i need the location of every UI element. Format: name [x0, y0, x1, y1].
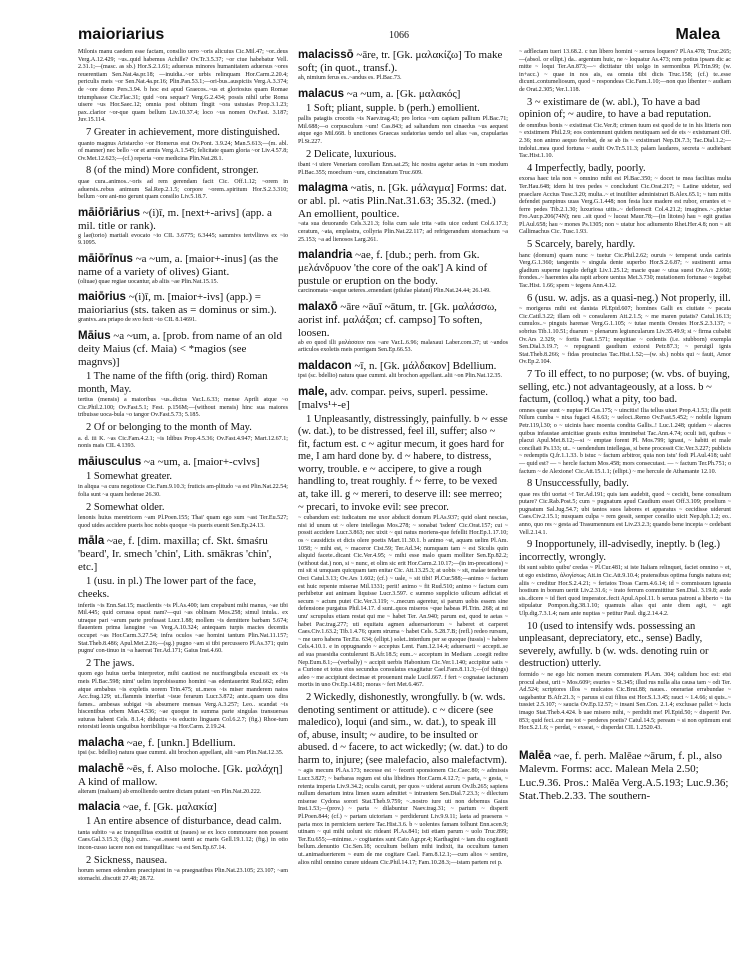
sense-4: 4 Imperfectly, badly, poorly. — [527, 162, 646, 174]
page-number: 1066 — [389, 30, 409, 41]
sense-1: 1 Somewhat greater. — [86, 470, 173, 482]
headword: malacissō — [298, 49, 354, 61]
sense-8: 8 (of the mind) More confident, stronger. — [86, 165, 259, 177]
column-right — [519, 49, 731, 804]
entry-quotation: carcinomata ~asque ueteres..emendant (pilulae platani) Plin.Nat.24.44; 26.149. — [298, 288, 491, 295]
sense-5: 5 Scarcely, barely, hardly. — [527, 239, 636, 251]
headword: malaxō — [298, 300, 338, 313]
sense-1-quotation: pallis patagiis crocotis ~is Naev.trag.43; pro lorica ~um capiam pallium Pl.Bac.71; Mil.688;—o corpusculum ~um! Cas.843; ad saltandum non cinaedus ~us aequest atque ego Mil.668. b unctiones Graecas sudatorias uendo uel alias ~as, crapularias Pl.St.227. — [298, 116, 508, 145]
sense-9: 9 Inopportunely, ill-advisedly, ineptly. b (leg.) incorrectly, wrongly. — [519, 539, 721, 563]
sense-2: 2 Somewhat older. — [86, 501, 165, 513]
sense-1-quotation: in aliqua ~a cura negotioue Cic.Fam.9.10.3; fruticis am-plitudo ~a est Plin.Nat.22.54; folia sunt ~a quam hederae 26.30. — [78, 484, 288, 498]
entry-quotation: ipsi (sc. bdellio) natura quae cummi. alii brochon appellant..alii ~on Plin.Nat.12.35. — [298, 372, 503, 379]
entry-malea — [519, 750, 731, 804]
sense-2-quotation: horum semen edendum praecipiunt in ~a praegnatibus Plin.Nat.23.105; 23.107; ~am stomachi..discutit 27.48; 28.72. — [78, 868, 288, 882]
entry-male — [298, 386, 508, 868]
sense-1: 1 Unpleasantly, distressingly, painfully. b ~ esse (w. dat.), to be distressed, feel ill, suffer; also ~ fit, factum est. c ~ agitur mecum, it goes hard for me, I am hard done by. d ~ habere, to distress, worry, trouble. e ~ accipere, to give a rough handling to, treat roughly. f ~ ferre, to be vexed at, take ill. g ~ mereri, to deserve ill: see merreo; ~ precari, to invoke evil: see precor. — [298, 413, 508, 513]
sense-1-quotation: ~ cubandum est: iudicatum me uxor abducit domum Pl.As.937; quid olant nescias, nisi id unum ut ~ olere intellegas Mos.278; ~ sonabat 'isdem' Cic.Orat.157; cui ~ possit accidere Lucr.3.863; nec uixit ~ qui natus moriens-que fefellit Hor.Ep.1.17.10; os ~ causidicis et dicis olere poetis Mart.11.30.1. b animo ~st, aquam uelim Pl.Am. 1058; ~ mihi est, ~ maceror Cist.59; Ter.Ad.34; numquam tam ~ est Siculis quin aliquid facete..dicant Cic.Ver.4.95; ~ mihi esse malo quam molliter Sen.Ep.82.2; (without dat.) non, si ~ nunc, et olim sic erit Hor.Carm.2.10.17;—(in im-precations) ~ mi sit si umquam quicquam tam enitar Cic. Att.13.25.3; at uobis ~ sit, malae tenebrae Orci Catul.3.13; Ov.Ars 1.602; (cf.) ~ uale, ~ sit tibi! Pl.Cur.588;—animo ~ factum est huic repente miserae Mil.1331; perii! animo ~ fit Rud.510; animo ~ factum cum perhibetur aut animam liquisse Lucr.3.597. c summo supplicio uilicum adficiat et secum ~ actum putet Cic.Ver.3.119; ~..mecum ageretur, si parum uobis essem sine defensione purgatus Phil.14.17. d sunt..quos miseros ~que habeas Pl.Trin. 268; at mi unu' scrupulus etiam restat qui me ~ habet Ter. An.940; parum est, quod te aetas ~ habet Pac.trag.277; uti equitatu agmen aduersariorum ~ haberet et carperet Caes.Civ.1.63.2; Tib.1.4.76; quem struma ~ habet Cels. 5.28.7.B; (refl.) redeo rursum, ~ me uero habens Ter.Eu. 634; (ellipt.) solet..interdum per se quoque (tussis) ~ habere Cels.4.10.1. e in oppugnando ~ acceptus Lent. Fam.12.14.4; aduersarii ~ accepti..se ad sua praesidia contulerunt B.Afr.18.5; eum..~ acceptum in Mediam ..coegit redire Nep.Eum.8.1;—(verbally) ~ accipit uerbis Habonium Cic.Ver.1.140; accipitur satis ~ a Curione et totus eius secundus consulatus exagitatur Cael.Fam.8.11.3;—(of things) adeo ~ me accipiunt decimae et prouenunt male Lucil.667. f fert ~ cognatae iacturam mortis in uno Ov.Ep.14.81; moras ~ fert Met.6.467. — [298, 515, 508, 689]
column-left — [78, 49, 288, 885]
sense-2-quotation: quom ego huius uerba interpretor, mihi cautiost ne nucifrangibula excussit ex ~is meis Pl.Bac.598; nimi' uelim inprobissumo homini ~as edentauerint Rud.662; edim atque ambabus ~is expletis uorem Trin.475; ut..meos ~is miser manderem natos Acc.frag.129; ut..flammis interfiat ~isue ferarum Lucr.3.872; ante..quam uos dira fames.. ambesas subigat ~is absumere mensas Verg.A.3.257; Leo.. scandat ~is hiscentibus orbem Man.4.536; ~ae quoque in summa parte singulas transuersas suturas habent Cels. 8.1.4; diductis ~is educito linguam Col.6.2.7; (fig.) Rhoe-tum retorsisti leonis unguibus horribilique ~a Hor.Carm. 2.19.24. — [78, 671, 288, 731]
entry-maioriarius — [78, 207, 288, 248]
entry-maius — [78, 330, 288, 451]
entry-maiusculus — [78, 456, 288, 531]
sense-8: 8 Unsuccessfully, badly. — [527, 478, 629, 490]
sense-3: 3 ~ existimare de (w. abl.), To have a bad opinion of; ~ audire, to have a bad reputation. — [519, 96, 712, 121]
entry-malacia — [78, 801, 288, 883]
entry-definition: ~āre, tr. [Gk. μαλακίζω] To make soft; (in quot., transf.). — [298, 49, 503, 74]
headword: malachē — [78, 762, 125, 775]
entry-malagma — [298, 182, 508, 244]
page-header — [78, 26, 720, 48]
sense-10: 10 (used to intensify wds. possessing an unpleasant, depreciatory, etc., sense) Badly, severely, awfully. b (w. wds. denoting ruin or destruction) utterly. — [519, 620, 709, 670]
entry-definition: ~(i)ī, m. [maior+-ivs] (app.) = maioriarius (sts. taken as = dominus or sim.). — [78, 291, 277, 317]
entry-definition: ~ī, n. [Gk. μάλδακον] Bdellium. — [354, 359, 497, 372]
headword: maldacon — [298, 359, 352, 372]
sense-2-quotation: lenonis huius meretricem ~am Pl.Poen.155; Thai' quam ego sum ~ast Ter.Eu.527; quod uides accidere pueris hoc nobis quoque ~is pueris euenit Sen.Ep.24.13. — [78, 515, 288, 529]
sense-1: 1 Soft; pliant, supple. b (perh.) emollient. — [306, 102, 480, 114]
headword: malacha — [78, 737, 125, 750]
sense-1: 1 An entire absence of disturbance, dead calm. — [86, 816, 282, 828]
entry-definition: ~ae, f. [unkn.] Bdellium. — [126, 737, 236, 750]
entry-quotation: alteram (maluam) ab emolliendo uentre dictam putant ~en Plin.Nat.20.222. — [78, 788, 262, 795]
headword: malacia — [78, 801, 121, 814]
entry-mala — [78, 535, 288, 732]
entry-etymology: ~ae, f. [Gk. μαλακία] — [122, 801, 217, 814]
entry-definition: ~ēs, f. Also moloche. [Gk. μαλάχη] A kind of mallow. — [78, 762, 283, 788]
headword: maiōrius — [78, 291, 126, 304]
entry-quotation: ipsi (sc. bdellio) natura quae cummi. alii brochon appellant, alii ~am Plin.Nat.12.35. — [78, 750, 284, 757]
entry-forms: ~ae, f. perh. Malēae ~ārum, f. pl., also Malevm. Forms: acc. Malean Mela 2.50; Luc.9.36. Pros.: Malĕa Verg.A.5.193; Luc.9.36; Stat.Theb.2.33. The southern- — [519, 749, 729, 803]
sense-2-quotation: ~ agis mecum Pl.As.173; necesse est ~ fecerit sponsionem Cic.Caec.80; ~ admissis Lucr.3.827; ~ barbaras regum est ulta libidines Hor.Carm.4.12.7; ~ parta, ~ gesta, ~ retenta imperia Liv.9.34.2; oculis caruit, per quos ~ uiderat aurum Ov.Ib.265; sapiens nullum denarium intra limen suum admittet ~ intrantem Sen.Dial.7.23.3; ~ dilectum miserae Cydona sorori Stat.Theb.9.759; ~..nostro iure uti non debemus Gaius Inst.1.53;—(prov.) ~ parta ~ dilabuntur Naev.trag.31; ~ partum ~ disperit Pl.Poen.844; (cf.) ~ partam uictoriam ~ perdiderunt Liv.9.9.11; laeta ad praesens ~ parta mox in perniciem uertere Tac.Hist.3.6. b ~ uolentes famam tolhunt Enn.scen.9; utinam ~ qui mihi uolunt sic rideant Pl.As.841; isti etiam parum ~ uolo Truc.899; Ter.Eu.655;—minime..~ cogitantes sunt Cato Agr.pr.4; Karthagini ~ iam diu cogitanti bellum..denuntio Cic.Sen.18; occultum bellum mihi indixit, ita occultum tamen ut..animaduerterem ~ eum de me cogitare Cael. Fam.8.12.1;—cum alios ~ sentire, alios nihil omnino curare uideam Cic.Phil.14.17; Fam.10.28.3;—istam partem rei p. — [298, 768, 508, 866]
sense-1-quotation: tanta subito ~a ac tranquillitas exstitit ut (naues) se ex loco commouere non possent Caes.Gal.3.15.3; (fig.) cum.. ~ae..essent uenti ac maris Gell.19.1.12; (fig.) in otio incon-cusso iacere non est tranquillitas: ~a est Sen.Ep.67.14. — [78, 829, 288, 852]
headword: malacus — [298, 87, 345, 100]
sense-2: 2 Sickness, nausea. — [86, 854, 168, 866]
sense-1: 1 (usu. in pl.) The lower part of the face, cheeks. — [78, 576, 257, 600]
entry-malacisso — [298, 49, 508, 83]
sense-8-quotation: quae cura..animos..~oris ad rem gerendam facit Cic. Off.1.12; ~orem in aduersis..rebus animum Sal.Rep.2.1.5; corpore ~orem..spiritum Hor.S.2.3.310; bellum ~ore ani-mo gerunt quam consilio Liv.5.18.7. — [78, 178, 288, 201]
entry-definition: ~a ~um, a. [maior+-inus] (as the name of a variety of olives) Giant. — [78, 252, 279, 278]
entry-malandria — [298, 249, 508, 296]
entry-etymology: ~ae, f. [dim. maxilla; cf. Skt. śmaśru 'beard', Ir. smech 'chin', Lith. smākras 'chin', etc.] — [78, 535, 272, 574]
entry-maldacon — [298, 360, 508, 381]
sense-7-quotation: omnes quae sunt ~ nuptae Pl.Cas.175; ~ uincitis! Ilia tellus uiuet Prop.4.1.53; illa petit Nilum cumba ~ nixa fugaci 4.6.63; ~ ueloci..Remo Ov.Fast.5.452; ~ nobile lignum Petr.119,l.30; o ~ uicinis haec moenia condita Gallis..! Luc.1.248; quidam ~ alacres quibus infaustae amicitiae grauis exitus imminebat Tac.Ann.4.74; oculi isti, quibus ~ placui Apul.Met.8.12;—si ~ emptae forent Pl. Mos.799; ignaui, ~ habiti et male conciliati Ps.133; ut.. ~ uendendum intellegas, si bene processit Cic.Ver.3.227; publicis ~ redemptis Q.fr.1.1.33. b istuc ~ factum arbitror, quia non istu' fodi Pl.Aul.418; uah! — quid est? — ~ hercle factum Mos.458; mors consecutast. — ~ factum Ter.Ph.751; o factum ~ de Alexione! Cic.Att.15.1.1; (ellipt.) ~ me hercule de Athamante 12.10. — [519, 407, 731, 475]
headword: malandria — [298, 249, 353, 262]
sense-9-quotation: ibi sunt subito quibu' credas ~ Pl.Cur.481; si iste Italiam relinquet, faciet omnino ~ et, ut ego existimo, ἀλογίστως Att.in Cic.Att.9.10.4; pratensibus optima fungis natura est; aliis ~ creditur Hor.S.2.4.21; ~ feriatos Troas Carm.4.6.14; id ~ commissum ignauia hostium in bonum uertit Liv.2.31.6; ~ irato ferrum committitur Sen.Dial. 3.19.8; aude sis..dicere ~ id fieri quod imperator..fecit Apul.Apol.11. b seruus patroni a liberto ~ ita stipulatur Pompon.dig.38.1.10; quamuis alias qui ante diem agit, ~ agit Ulp.dig.7.3.1.4; nam ante nuptias ~ petitur Paul. dig.2.14.4.2. — [519, 565, 731, 617]
entry-quotation: granivs..ara priapo de svo fecit ~io CIL 8.14691. — [78, 317, 197, 324]
headword: māla — [78, 535, 105, 548]
continued-quotation: ~ adflectam tueri 13.68.2. c tun libero homini ~ seruos loquere? Pl.As.478; Truc.265;—(absol. or ellipt.) da.. argentum huic, ne ~ loquatur As.473; rem potius ipsam dic ac mitte ~ loqui Ter.An.873;—~ dictitatur tibi uolgo in sermonibus Pl.Trin.99; (w. in+acc.) ~ quae in nos ais, ea omnia tibi dicis Truc.158; (cf.) te..esse dicunt..contumeliosum, quod ~ respondeas Cic.Fam.1.10;—non quo libenter ~ audiam de Orat.2.305; Ver.1.118. — [519, 49, 731, 93]
entry-etymology: ~a ~um, a. [maior+-cvlvs] — [144, 455, 260, 468]
guide-word-left: maioriarius — [78, 26, 165, 43]
sense-2: 2 Delicate, luxurious. — [306, 148, 397, 160]
entry-quotation: (oliuae) quae regiae uocantur, ab aliis ~ae Plin.Nat.15.15. — [78, 278, 219, 285]
entry-definition: ~ae, f. [dub.; perh. from Gk. μελάνδρυον 'the core of the oak'] A kind of pustule or eruption on the body. — [298, 249, 488, 288]
sense-3-quotation: de omnibus bonis ~ existimat Cic.Ver.8; crimen tuum est quod de te in his litteris non ~ existimem Phil.2.9; eos contemnunt quidem neutiquam sed de eis ~ existumant Off. 2.36; non animo aequo ferebat, de se ab iis ~ existimari Nep.Di.7.3; Tac.Dial.1.2;—indolui..mea quod fortuna ~ audit Ov.Tr.5.11.3; palam laudares, secreta ~ audiebant Tac.Hist.1.10. — [519, 122, 731, 160]
sense-1-quotation: infertis ~is Enn.Sat.15; macilentis ~is Pl.As.400; iam crepabunt mihi manus, ~ae tibi Mil.445; quid cerussa opust nam?—qui ~as oblinam Mos.258; simul intula.. ex utraque pari ~arum parte profusast Lucr.1.88; mollem ~is demittere barbam 5.674; flauentem prima lanugine ~as Verg.A.10.324; antequam turpis macies decentis occupet ~as Hor.Carm.3.27.54; infra oculos ~ae homini tantum Plin.Nat.11.157; Stat.Theb.8.486; Apul.Met.2.26;—(sg.) pugno ~am si tibi percussero Pl.As.371; quin pugnu' con-tinuo in ~a haereat Ter.Ad.171; Gaius Inst.4.60. — [78, 602, 288, 655]
sense-4-quotation: exorsa haec tela non ~ omnino mihi est Pl.Bac.350; ~ docet te mea facilitas multa Ter.Hau.648; idem hi tres pedes ~ concludunt Cic.Orat.217; ~ Latine uidetur, sed praeclare Accius Tusc.3.20; multa..~ et inutiliter administrari B.Alex.65.1; ~ tum mitis defendet pampinus uuas Verg.G.1.448; non festa luce madere est rubor, errantes et ~ ferre pedes Tib.2.1.30; luxuriosa uitis..~ deflorescit Col.4.21.2; imagines..~..pictae Fro.Aur.p.206(74N); neu ..sit quod ~ luceat Maur.78;—(in litotes) hau ~ egit gratias Pl.Aul.658; hau ~ mones Ps.1305; non ~ utatur hoc adiumento Rhet.Her.4.8; non ~ ait Callimachus Cic. Tusc.1.93. — [519, 176, 731, 236]
sense-6: 6 (usu. w. adjs. as a quasi-neg.) Not properly, ill. — [527, 292, 731, 304]
entry-quotation: ~ata sua deuorando Cels.3.21.3; folia cum sale trita ~atis uice cedunt Col.6.17.3; ceratum, ~ata, emplastra, collyria Plin.Nat.22.117; ad refrigerandum stomachum ~a 25.153; ~a ad lienosos Larg.261. — [298, 221, 508, 243]
entry-malacha — [78, 737, 288, 758]
sense-8-quotation: quae res tibi uortat ~! Ter.Ad.191; quis iam audebit, quod ~ cecidit, bene consultum putare? Cic.Rab.Post.5; cum ~ pugnatum apud Caudium esset Off.3.109; proelium ~ pugnatum Sal.Jug.54.7; ubi tantos suos labores et apparatus ~ cecidisse uiderunt Caes.Civ.2.15.1; nusquam culpa ~ rem gessit, semper consilio uicit Nep.Iph.1.2; eo.. anno, quo res ~ gesta ad Trasumennum est Liv.23.2.3; quando bene incepta ~ cedebant Vell.2.14.1. — [519, 491, 731, 536]
headword: male, — [298, 385, 328, 398]
entry-malache — [78, 763, 288, 797]
entry-etymology: ~a ~um, a. [prob. from name of an old deity Maius (cf. Maia) < *magios (see magnvs)] — [78, 330, 282, 369]
entry-quotation: g lae(torio) martiali evocato ~io CIL 3.6775; 6.3445; sammivs tertvllinvs ex ~io 9.1095. — [78, 232, 288, 247]
sense-7: 7 To ill effect, to no purpose; (w. vbs. of buying, selling, etc.) not advantageously, at a loss. b ~ factum, (colloq.) what a pity, too bad. — [519, 368, 730, 406]
sense-2-quotation: a. d. iii K. ~as Cic.Fam.4.2.1; ~is Idibus Prop.4.5.36; Ov.Fast.4.947; Mart.12.67.1; nonis mais CIL 4.1393. — [78, 435, 288, 450]
entry-quotation: ab eo quod illi μαλάσσειν nos ~are Var.L.6.96; malaxaui Laber.com.37; ut ~andos articulos exoletis meis porrigam Sen.Ep.66.53. — [298, 339, 508, 354]
sense-5-quotation: hanc (domum) quam nunc ~ tuetur Cic.Phil.2.62; ouruis ~ temperat unda carinis Verg.G.1.360; tangentis ~ singula dente superbo Hor.S.2.6.87; ~ sustinenti arma gladium superne iugulo defigit Liv.1.25.12; macie quae ~ uiua suest Ov.Ars 2.660; frondes..~ haerentes alta rapit arbore uentus Met.3.730; mutationem fortunae ~ tegebat Tac.Hist. 1.66; spem ~ tegens Ann.4.12. — [519, 252, 731, 290]
sense-2-quotation: ibant ~i uiere Veneriam corollam Enn.sat.25; hic nostra agetur aetas in ~um modum Pl.Bac.355; moechum ~um, cincinnatum Truc.609. — [298, 162, 508, 176]
entry-malacus — [298, 88, 508, 178]
sense-10-quotation: formido ~ ne ego hic nomen meum commutem Pl.Am. 304; calidum hoc est: etsi procul abest, urit ~ Mos.609ᵃ; esuries ~ St.345; illud rus nulla alia causa tam ~ odi Ter. Ad.524; scriptores illos ~ mulcatos Cic.Brut.88; naues.. onerariae errabundae ~ uagabantur B.Afr.21.3; ~ paruus si cui filius est Hor.S.1.3.45; rauci ~ 1.4.66; si quis..~ tussiet 2.5.107; ~ saucia Ov.Ep.12.57; ~ insani Sen.Con. 2.1.4; exclusae pallet ~ lucis imago Stat.Theb.4.424. b uae misero mihi, ~ perdidit me! Pl.Epid.50; ~ disperii! Per. 853; quid feci..cur me tot ~ perderes poetis? Catul.14.5; peream ~ si non optimum erat Hor.S.2.1.6; ~ perdat, ~ exseat, ~ disperdat CIL 1.2520.43. — [519, 671, 731, 732]
sense-2: 2 The jaws. — [86, 657, 135, 669]
sense-2: 2 Wickedly, dishonestly, wrongfully. b (w. wds. denoting sentiment or attitude). c ~ dicere (see maledico), loqui (and sim., w. dat.), to speak ill of, abuse, insult; ~ audire, to be insulted or abused. d ~ facere, to act wickedly; (w. dat.) to do harm to, injure; (see malefacio, also malefactvm). — [298, 691, 508, 766]
sense-1: 1 The name of the fifth (orig. third) Roman month, May. — [78, 371, 268, 395]
entry-quotation: ah, nimium ferus es..~andus es. Pl.Bac.73. — [298, 75, 402, 81]
entry-definition: ~āre ~āuī ~ātum, tr. [Gk. μαλάσσω, aorist inf. μαλάξαι; cf. campso] To soften, loosen. — [298, 300, 497, 339]
entry-maiorinus — [78, 253, 288, 287]
entry-etymology: ~a ~um, a. [Gk. μαλακός] — [346, 87, 461, 100]
sense-1-quotation: tertius (mensis) a maioribus ~us..dictus Var.L.6.33; mense Aprili atque ~o Cic.Phil.2.100; Ov.Fast.5.1; Fest. p.156M;—(without mensis) hinc sua maiores tribuisse uoca-bula ~o tangor Ov.Fast.5.73; 5.185. — [78, 397, 288, 419]
entry-definition: ~(i)ī, m. [next+-arivs] (app. a mil. title or rank). — [78, 206, 272, 232]
entry-grammar: adv. compar. peivs, superl. pessime. [malvs¹+-e] — [298, 385, 489, 411]
headword: Malēa — [519, 749, 551, 762]
entry-malaxo — [298, 301, 508, 355]
headword: malagma — [298, 182, 348, 195]
sense-6-quotation: ~ morigerus mihi est danista Pl.Epid.607; homines Galli ex ciuitate ~ pacata Cic.Catil.3.22; illam odi ~ consularem Att.2.1.5; ~ me maren putatis? Catul.16.13; cumulos..~ pinguis harenae Verg.G.1.105; ~ tutae mentis Orestes Hor.S.2.3.137; ~ sobrius Tib.1.10.51; duarum ~ plenarum legiuncularum Liv.35.49.9; si ~ firma cubabit Ov.Ars 2.329; ~ fortis Fast.1.571; nequitiae ~ cedentis (i.e. stubborn) exempla Sen.Dial.3.19.7; ~ repugnanti gaudium extorsi Petr.87.3; ~ peruigil ignis Stat.Theb.8.266; ~ fidas prouincias Tac.Hist.1.52;—(w. sb.) nobis qui ~ fauit, Amor Ov.Ep.2.104. — [519, 306, 731, 366]
sense-7-quotation: quanto magnus Aristarcho ~or Homerus erat Ov.Pont. 3.9.24; Man.5.613;—(m. abl. of manner) nec bello ~or et armis Verg.A.1.545; felicitate quam gloria ~or Liv.4.57.8; Ov.Met.12.623;—(cf.) reperta ~ore medicina Plin.Nat.28.1. — [78, 140, 288, 162]
headword: māiusculus — [78, 455, 142, 468]
sense-7: 7 Greater in achievement, more distinguished. — [86, 126, 280, 138]
headword: māiōrīnus — [78, 252, 133, 265]
entry-definition: ~atis, n. [Gk. μάλαγμα] Forms: dat. or abl. pl. ~atis Plin.Nat.31.63; 35.32. (med.) An emollient, poultice. — [298, 182, 507, 221]
entry-maiorius — [78, 291, 288, 325]
guide-word-right: Malea — [675, 26, 720, 43]
headword: māiōriārius — [78, 206, 140, 219]
column-middle — [298, 49, 508, 869]
sense-2: 2 Of or belonging to the month of May. — [86, 422, 252, 434]
continued-quotation: Milonis manu caedem esse factam, consilio uero ~oris alicuius Cic.Mil.47; ~or..deus Verg.A.12.429; ~us..quid habemus Achille? Ov.Tr.3.5.37; ~or ciue habebatur Vell. 2.31.1;—(masc. as sb.) Hor.S.2.1.61; aduersus minores humanitatem aduersus ~ores reuerentiam Sen.Nat.4a.pr.18; —inuidia..~or urbis relinquam Hor.Carm.2.20.4; periculis meis ~or Sen.Nat.4a.pr.16; Plin.Pan.53.1;—ori-bus..auspiciis Verg.A.3.374; de ~ore domo Pers.3.94. b hoc est apud Graecos..~us et gloriosius quam Romae triumphasse Cic.Flac.31; quid ~ora sequar? Verg.G.2.434; possis nihil urbe Roma uisere ~us Hor.Saec.12; omnia post obitum fingit ~ora ustusias Prop.3.1.23; pax..clarior ~or-que quam bellum Liv.10.37.4; loco ~us nomen Ov.Fast. 3.187; Juv.15.114. — [78, 49, 288, 124]
headword: Māius — [78, 330, 111, 343]
spacer — [519, 735, 731, 745]
